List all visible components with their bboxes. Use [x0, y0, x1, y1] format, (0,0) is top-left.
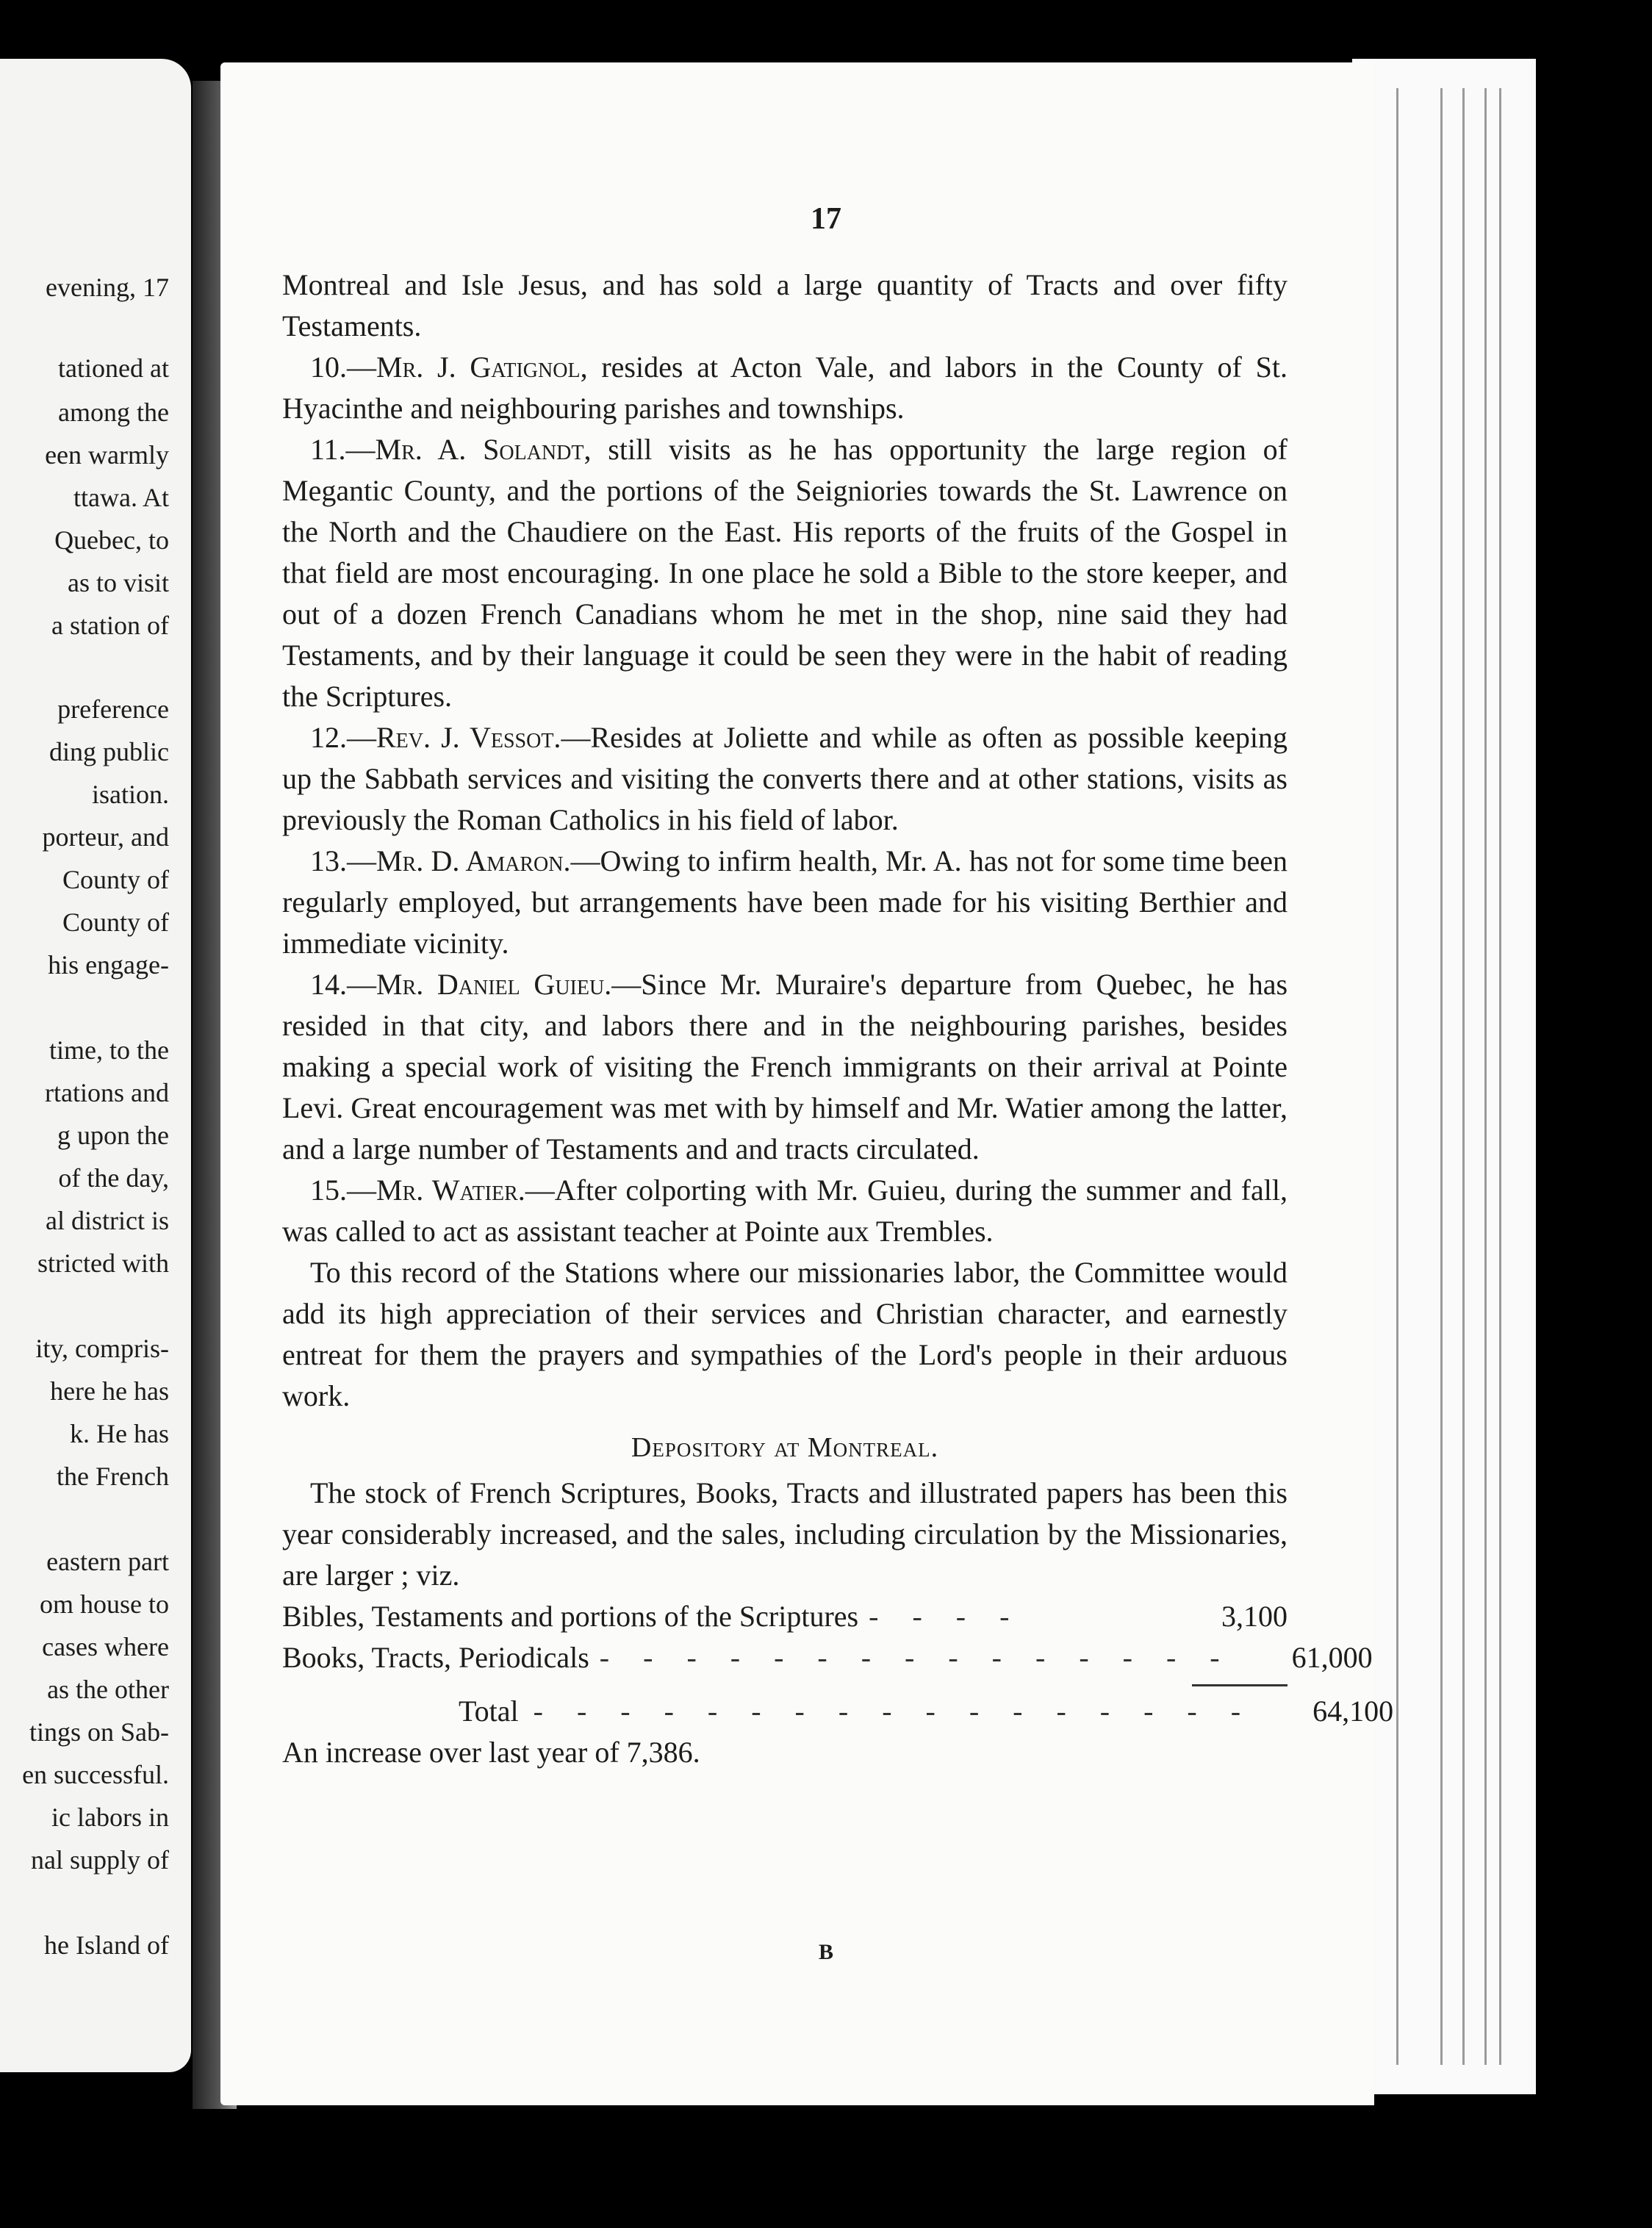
- entry-number: 12.—: [310, 721, 376, 754]
- station-entry: [282, 1170, 1288, 1252]
- sales-table: [282, 1596, 1373, 1678]
- facing-page-line: ding public: [49, 737, 169, 766]
- sales-value: 3,100: [1221, 1600, 1288, 1633]
- facing-page-line: ttawa. At: [73, 483, 169, 512]
- sales-row: [282, 1596, 1288, 1637]
- entry-number: 13.—: [310, 844, 376, 877]
- total-value: 64,100: [1312, 1695, 1394, 1728]
- missionary-name: Mr. J. Gatignol,: [376, 351, 588, 384]
- entry-number: 10.—: [310, 351, 376, 384]
- page-number: 17: [811, 202, 841, 236]
- total-row: [282, 1691, 1394, 1732]
- missionary-name: Mr. Watier.: [376, 1174, 525, 1207]
- total-label: Total: [459, 1695, 519, 1728]
- facing-page-line: County of: [62, 865, 169, 894]
- entry-number: 14.—: [310, 968, 376, 1001]
- missionary-name: Mr. Daniel Guieu.: [376, 968, 612, 1001]
- page-body: [282, 265, 1394, 1773]
- facing-page-line: of the day,: [58, 1163, 169, 1193]
- facing-page-line: his engage-: [48, 950, 169, 980]
- station-entry: [282, 841, 1288, 964]
- sales-row: [282, 1637, 1373, 1678]
- facing-page-line: cases where: [42, 1632, 169, 1661]
- entry-text: —Owing to infirm health, Mr. A. has not for some time been regularly employed, but arrangements have been made for his visiting Berthier and immediate vicinity.: [282, 844, 1288, 960]
- facing-page-line: tings on Sab-: [29, 1717, 169, 1747]
- depository-paragraph: The stock of French Scriptures, Books, Tracts and illustrated papers has been this year considerably increased, and the sales, including circulation by the Missionaries, are larger ; viz.: [282, 1476, 1288, 1592]
- missionary-name: Mr. A. Solandt,: [375, 433, 592, 466]
- facing-page-line: porteur, and: [42, 822, 169, 852]
- station-entry: [282, 347, 1288, 429]
- facing-page-line: County of: [62, 908, 169, 937]
- entry-text: —Since Mr. Muraire's departure from Quebec, he has resided in that city, and labors there and in the neighbouring parishes, besides making a special work of visiting the French immigrants on their arrival at Pointe Levi. Great encouragement was met with by himself and Mr. Watier among the latter, and a large number of Testaments and and tracts circulated.: [282, 968, 1288, 1165]
- station-entry: [282, 964, 1288, 1170]
- missionary-name: Mr. D. Amaron.: [376, 844, 571, 877]
- facing-page-line: tationed at: [58, 353, 169, 383]
- facing-page-line: among the: [58, 398, 169, 427]
- increase-note: An increase over last year of 7,386.: [282, 1736, 700, 1769]
- missionary-name: Rev. J. Vessot.: [376, 721, 561, 754]
- entry-number: 11.—: [310, 433, 376, 466]
- facing-page-line: ic labors in: [51, 1803, 169, 1832]
- facing-page-line: en successful.: [22, 1760, 169, 1789]
- leader-dots: - - - -: [869, 1600, 1023, 1633]
- station-entry: [282, 717, 1288, 841]
- total-dots: - - - - - - - - - - - - - - - - -: [533, 1695, 1254, 1728]
- facing-page-line: rtations and: [45, 1078, 169, 1107]
- facing-page-line: as the other: [47, 1675, 169, 1704]
- facing-page-line: as to visit: [67, 568, 169, 597]
- page-edges: [1352, 59, 1536, 2094]
- entry-text: —After colporting with Mr. Guieu, during the summer and fall, was called to act as assistant teacher at Pointe aux Trembles.: [282, 1174, 1288, 1248]
- section-title: Depository at Montreal.: [631, 1432, 939, 1463]
- closing-paragraph: To this record of the Stations where our missionaries labor, the Committee would add its high appreciation of their services and Christian character, and earnestly entreat for them the prayers and sympathies of the Lord's people in their arduous work.: [282, 1256, 1288, 1412]
- total-rule: [1192, 1684, 1288, 1686]
- sales-label: Bibles, Testaments and portions of the Scriptures: [282, 1600, 859, 1633]
- signature-mark: B: [818, 1940, 833, 1964]
- facing-page-line: Quebec, to: [54, 525, 169, 555]
- facing-page-line: eastern part: [46, 1547, 169, 1576]
- facing-page-line: een warmly: [45, 440, 169, 470]
- facing-page-line: preference: [57, 694, 169, 724]
- facing-page-line: nal supply of: [31, 1845, 169, 1875]
- facing-page-line: the French: [57, 1462, 169, 1491]
- facing-page-line: evening, 17: [46, 273, 169, 302]
- facing-page-line: ity, compris-: [35, 1334, 169, 1363]
- facing-page-line: he Island of: [44, 1930, 169, 1960]
- sales-value: 61,000: [1291, 1641, 1373, 1674]
- facing-page-line: g upon the: [57, 1121, 169, 1150]
- facing-page-line: al district is: [46, 1206, 169, 1235]
- leader-dots: - - - - - - - - - - - - - - -: [599, 1641, 1233, 1674]
- intro-paragraph: Montreal and Isle Jesus, and has sold a large quantity of Tracts and over fifty Testaments.: [282, 268, 1288, 342]
- facing-page-line: stricted with: [37, 1248, 169, 1278]
- entry-text: still visits as he has opportunity the large region of Megantic County, and the portions of the Seigniories towards the St. Lawrence on the North and the Chaudiere on the East. His reports of the fruits of the Gospel in that field are most encouraging. In one place he sold a Bible to the store keeper, and out of a dozen French Canadians whom he met in the shop, nine said they had Testaments, and by their language it could be seen they were in the habit of reading the Scriptures.: [282, 433, 1288, 713]
- facing-page-line: here he has: [50, 1376, 169, 1406]
- facing-page-line: a station of: [51, 611, 169, 640]
- sales-label: Books, Tracts, Periodicals: [282, 1641, 589, 1674]
- facing-page-line: isation.: [92, 780, 169, 809]
- station-entries: [282, 347, 1288, 1252]
- entry-text: resides at Acton Vale, and labors in the County of St. Hyacinthe and neighbouring parishes and townships.: [282, 351, 1288, 425]
- station-entry: [282, 429, 1288, 717]
- facing-page-line: time, to the: [49, 1035, 169, 1065]
- entry-text: —Resides at Joliette and while as often as possible keeping up the Sabbath services and visiting the converts there and at other stations, visits as previously the Roman Catholics in his field of labor.: [282, 721, 1288, 836]
- facing-page-line: om house to: [40, 1589, 169, 1619]
- facing-page: [0, 59, 191, 2072]
- facing-page-line: k. He has: [70, 1419, 169, 1448]
- entry-number: 15.—: [310, 1174, 376, 1207]
